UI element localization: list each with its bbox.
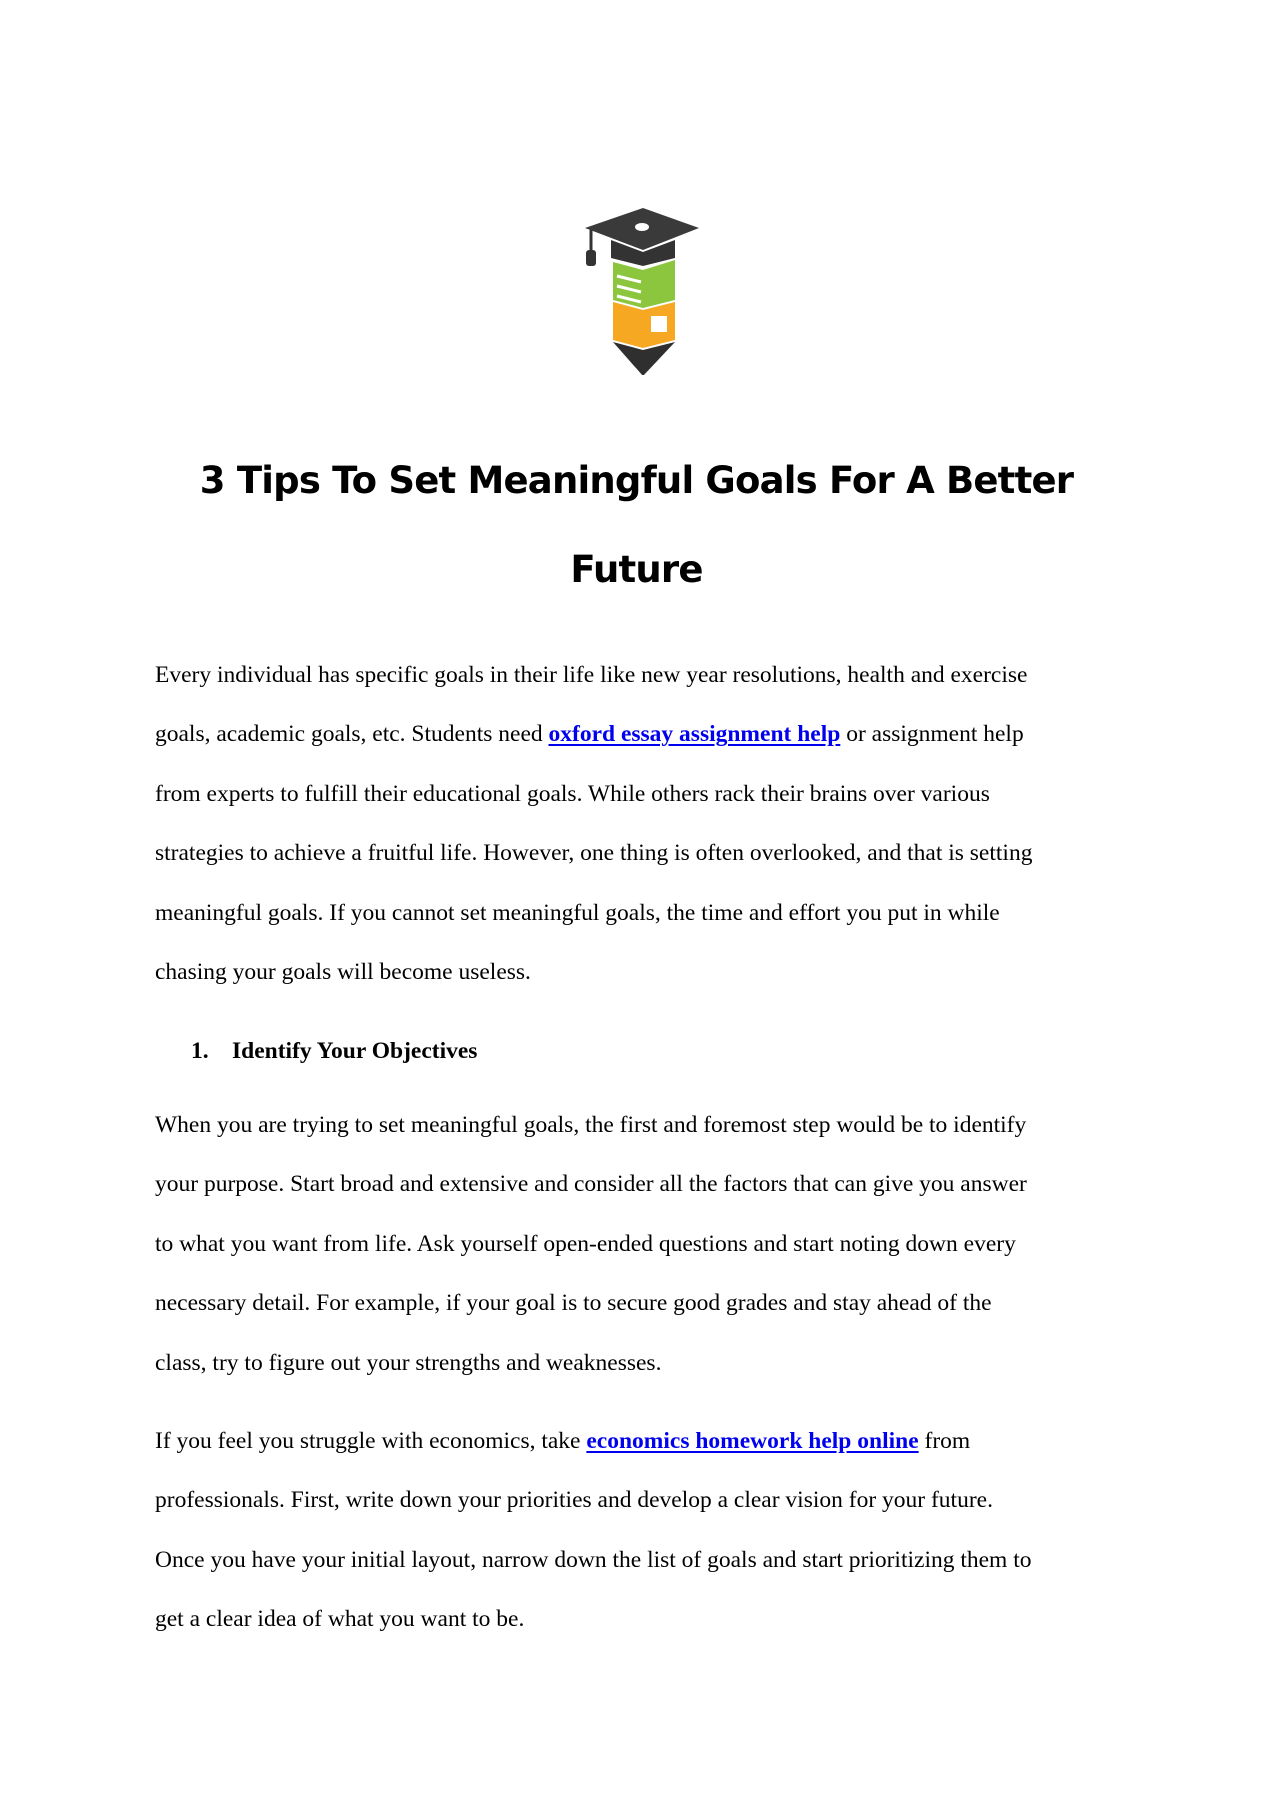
- section1-paragraph-2: [155, 1412, 1145, 1650]
- s1p2-line-3: Once you have your initial layout, narrow down the list of goals and start prioritizing them to: [155, 1546, 1032, 1573]
- s1p2-line-1: [155, 1412, 1145, 1471]
- s1p1-line-3: to what you want from life. Ask yourself open-ended questions and start noting down every: [155, 1230, 1016, 1257]
- intro-line-6: chasing your goals will become useless.: [155, 958, 531, 985]
- intro-line-3: from experts to fulfill their educational goals. While others rack their brains over various: [155, 780, 990, 807]
- s1p2-line-1-after: from: [918, 1428, 971, 1454]
- graduation-cap-pencil-logo-icon: [575, 200, 705, 375]
- section-heading-identify-objectives: [191, 1031, 477, 1071]
- intro-line-4: strategies to achieve a fruitful life. However, one thing is often overlooked, and that is setting: [155, 840, 1033, 867]
- economics-homework-help-online-link[interactable]: economics homework help online: [586, 1428, 919, 1454]
- intro-line-2-after: or assignment help: [840, 721, 1024, 748]
- s1p2-line-4: get a clear idea of what you want to be.: [155, 1606, 525, 1633]
- s1p2-line-2: professionals. First, write down your priorities and develop a clear vision for your future.: [155, 1487, 993, 1514]
- oxford-essay-assignment-help-link[interactable]: oxford essay assignment help: [548, 721, 841, 748]
- s1p1-line-1: When you are trying to set meaningful goals, the first and foremost step would be to identify: [155, 1112, 1027, 1138]
- section-heading-text: Identify Your Objectives: [232, 1038, 478, 1064]
- list-number: 1.: [191, 1038, 209, 1064]
- intro-paragraph: [155, 646, 1145, 1002]
- s1p2-line-1-before: If you feel you struggle with economics, take: [155, 1428, 587, 1454]
- s1p1-line-4: necessary detail. For example, if your goal is to secure good grades and stay ahead of the: [155, 1290, 992, 1317]
- intro-line-1: Every individual has specific goals in their life like new year resolutions, health and exercise: [155, 662, 1028, 688]
- intro-line-5: meaningful goals. If you cannot set meaningful goals, the time and effort you put in while: [155, 899, 1000, 926]
- page-title-line-2: Future: [570, 548, 703, 591]
- intro-line-2: [155, 705, 1145, 764]
- s1p1-line-2: your purpose. Start broad and extensive and consider all the factors that can give you answer: [155, 1171, 1027, 1198]
- section1-paragraph-1: [155, 1096, 1145, 1393]
- page-title-line-1: 3 Tips To Set Meaningful Goals For A Better: [199, 459, 1074, 502]
- s1p1-line-5: class, try to figure out your strengths and weaknesses.: [155, 1349, 662, 1376]
- intro-line-2-before: goals, academic goals, etc. Students need: [155, 721, 549, 748]
